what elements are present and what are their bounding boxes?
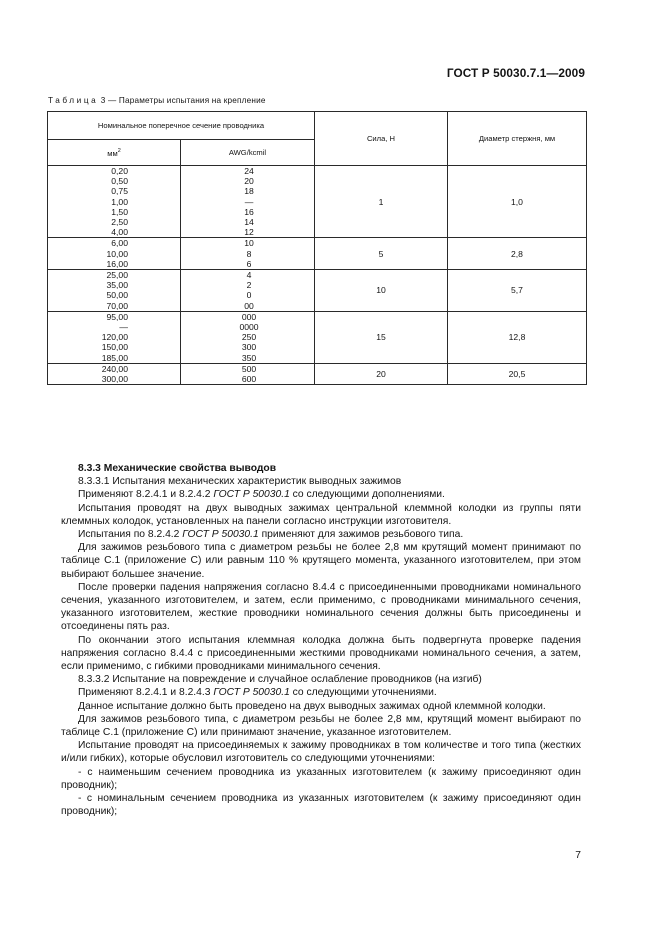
paragraph-torque-1: Для зажимов резьбового типа с диаметром резьбы не более 2,8 мм крутящий момент принимают по таблице С.1 (приложение С) или равным 110 % крутящего момента, указанного изготовителем, при этом выбирают большее значение.	[61, 542, 581, 580]
header-awg: AWG/kcmil	[181, 140, 315, 166]
awg-value: 4	[246, 270, 252, 281]
awg-value: —	[244, 196, 254, 207]
mm2-value: 6,00	[111, 238, 128, 249]
cell-force: 1	[315, 166, 448, 238]
cell-awg-values	[181, 363, 315, 384]
awg-value: 300	[241, 342, 257, 353]
cell-force: 20	[315, 363, 448, 384]
cell-rod-diameter: 1,0	[448, 166, 587, 238]
table-row	[48, 311, 587, 363]
paragraph-test-822: Испытания по 8.2.4.2 ГОСТ Р 50030.1 применяют для зажимов резьбового типа.	[78, 529, 464, 541]
paragraph-voltage-drop-2: По окончании этого испытания клеммная колодка должна быть подвергнута проверке падения напряжения согласно 8.4.4 с присоединенными жесткими проводниками номинального сечения, а затем, если применимо, с гибкими проводниками минимального сечения.	[61, 634, 581, 673]
awg-value: 0000	[239, 322, 259, 333]
cell-mm2-values	[48, 311, 181, 363]
awg-value: 6	[246, 258, 252, 269]
cell-rod-diameter: 5,7	[448, 270, 587, 312]
awg-value: 14	[244, 217, 254, 228]
cell-force: 5	[315, 238, 448, 270]
mm2-value: 1,00	[111, 196, 128, 207]
table-row	[48, 270, 587, 312]
document-body	[61, 462, 581, 818]
paragraph-apply-1: Применяют 8.2.4.1 и 8.2.4.2 ГОСТ Р 50030.1 со следующими дополнениями.	[78, 489, 445, 501]
awg-value: 350	[241, 352, 257, 363]
header-mm-label: мм	[107, 148, 118, 158]
awg-value: 2	[246, 280, 252, 291]
mm2-value: 25,00	[106, 270, 128, 281]
mm2-value: 0,20	[111, 166, 128, 176]
cell-mm2-values	[48, 166, 181, 238]
table-caption-word: Таблица	[48, 96, 99, 105]
mm2-value: 35,00	[106, 280, 128, 291]
awg-value: 12	[244, 227, 254, 238]
table-row	[48, 363, 587, 384]
parameters-table	[47, 111, 587, 385]
mm2-value: 0,75	[111, 186, 128, 197]
mm2-value: 4,00	[111, 227, 128, 238]
paragraph-test-terminals: Испытания проводят на двух выводных зажимах центральной клеммной колодки из группы пяти клеммных колодок, установленных на панели согласно инструкции изготовителя.	[61, 502, 581, 527]
mm2-value: 0,50	[111, 176, 128, 187]
mm2-value: 300,00	[101, 374, 128, 385]
paragraph-apply-2: Применяют 8.2.4.1 и 8.2.4.3 ГОСТ Р 50030.1 со следующими уточнениями.	[78, 687, 437, 699]
paragraph-two-terminals: Данное испытание должно быть проведено на двух выводных зажимах одной клеммной колодки.	[78, 700, 546, 712]
cell-awg-values	[181, 311, 315, 363]
section-heading-8-3-3: 8.3.3 Механические свойства выводов	[78, 463, 277, 474]
cell-rod-diameter: 20,5	[448, 363, 587, 384]
subsection-8-3-3-1: 8.3.3.1 Испытания механических характеристик выводных зажимов	[78, 476, 402, 488]
cell-awg-values	[181, 166, 315, 238]
list-item-min-section: - с наименьшим сечением проводника из указанных изготовителем (к зажиму присоединяют один проводник);	[61, 766, 581, 791]
page-number: 7	[575, 850, 581, 861]
table-row	[48, 238, 587, 270]
mm2-value: 150,00	[101, 342, 128, 353]
awg-value: 500	[241, 363, 257, 374]
mm2-value: —	[119, 322, 128, 333]
awg-value: 10	[244, 238, 254, 249]
paragraph-conductors: Испытание проводят на присоединяемых к зажиму проводниках в том количестве и того типа (жестких и/или гибких), которые обусловил изготовитель со следующими уточнениями:	[61, 740, 581, 765]
mm2-value: 120,00	[101, 332, 128, 343]
mm2-value: 10,00	[106, 248, 128, 259]
paragraph-voltage-drop-1: После проверки падения напряжения согласно 8.4.4 с присоединенными проводниками номинального сечения, указанного изготовителем, и затем, если применимо, с проводниками минимального сечения, указанного изготовителем, жесткие проводники номинального сечения должны быть присоединены и отсоединены пять раз.	[61, 581, 581, 633]
cell-force: 15	[315, 311, 448, 363]
cell-awg-values	[181, 270, 315, 312]
mm2-value: 95,00	[106, 311, 128, 322]
cell-rod-diameter: 2,8	[448, 238, 587, 270]
mm2-value: 1,50	[111, 206, 128, 217]
mm2-value: 16,00	[106, 258, 128, 269]
paragraph-torque-2: Для зажимов резьбового типа, с диаметром резьбы не более 2,8 мм, крутящий момент выбирают по таблице С.1 (приложение С) или принимают значение, указанное изготовителем.	[61, 713, 581, 739]
header-mm-superscript: 2	[117, 147, 121, 154]
mm2-value: 185,00	[101, 352, 128, 363]
subsection-8-3-3-2: 8.3.3.2 Испытание на повреждение и случайное ослабление проводников (на изгиб)	[78, 674, 482, 686]
mm2-value: 2,50	[111, 217, 128, 228]
awg-value: 250	[241, 332, 257, 343]
header-conductor-section: Номинальное поперечное сечение проводника	[48, 112, 315, 140]
awg-value: 18	[244, 186, 254, 197]
awg-value: 20	[244, 176, 254, 187]
awg-value: 000	[241, 311, 257, 322]
mm2-value: 50,00	[106, 290, 128, 301]
header-force: Сила, Н	[315, 112, 448, 166]
cell-awg-values	[181, 238, 315, 270]
table-body	[48, 166, 587, 385]
table-caption	[48, 96, 266, 105]
awg-value: 600	[241, 374, 257, 385]
mm2-value: 70,00	[106, 300, 128, 311]
awg-value: 16	[244, 206, 254, 217]
cell-mm2-values	[48, 238, 181, 270]
mm2-value: 240,00	[101, 363, 128, 374]
cell-rod-diameter: 12,8	[448, 311, 587, 363]
cell-mm2-values	[48, 363, 181, 384]
document-code: ГОСТ Р 50030.7.1—2009	[446, 66, 585, 80]
header-rod-diameter: Диаметр стержня, мм	[448, 112, 587, 166]
cell-force: 10	[315, 270, 448, 312]
table-row	[48, 166, 587, 238]
table-caption-title: 3 — Параметры испытания на крепление	[100, 96, 266, 105]
awg-value: 8	[246, 248, 252, 259]
cell-mm2-values	[48, 270, 181, 312]
list-item-nominal-section: - с номинальным сечением проводника из указанных изготовителем (к зажиму присоединяют один проводник);	[61, 793, 581, 818]
awg-value: 00	[244, 300, 254, 311]
awg-value: 24	[244, 166, 254, 176]
header-mm2	[48, 140, 181, 166]
awg-value: 0	[246, 290, 252, 301]
